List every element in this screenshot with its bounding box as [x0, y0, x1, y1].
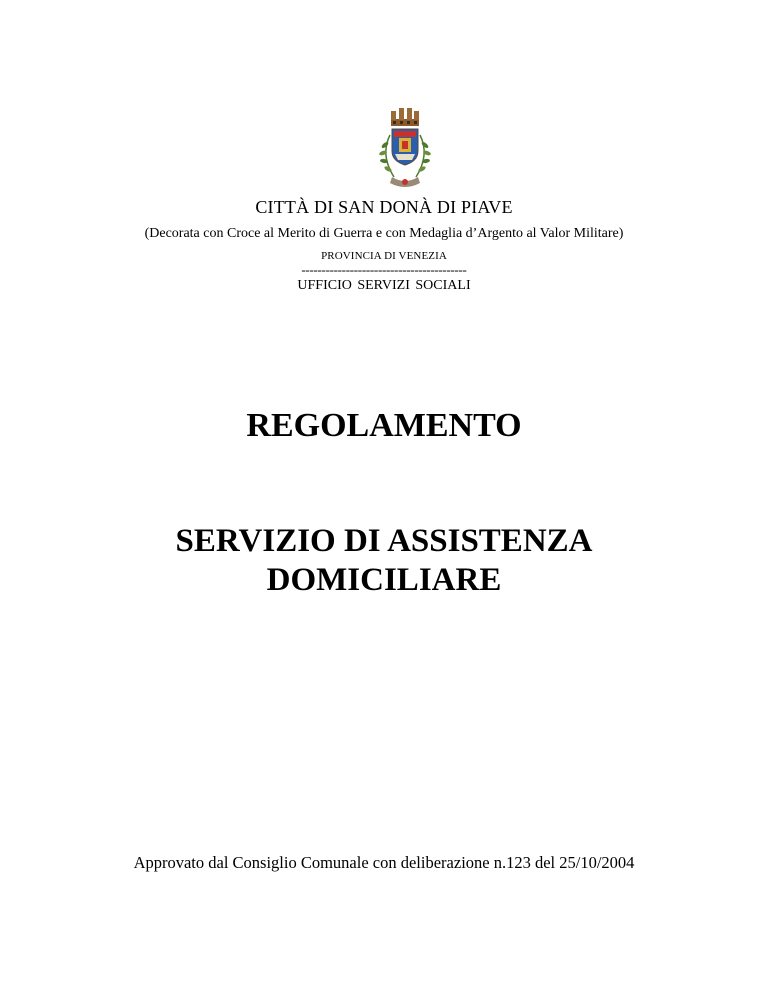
document-subtitle-line-2: DOMICILIARE — [266, 562, 502, 598]
document-title: REGOLAMENTO — [246, 407, 522, 444]
municipal-coat-of-arms-icon — [364, 105, 446, 195]
city-name: CITTÀ DI SAN DONÀ DI PIAVE — [255, 197, 513, 217]
header-separator: ----------------------------------------- — [301, 262, 467, 277]
office-name: UFFICIO SERVIZI SOCIALI — [297, 278, 471, 293]
province-name: PROVINCIA DI VENEZIA — [321, 250, 447, 262]
approval-note: Approvato dal Consiglio Comunale con deliberazione n.123 del 25/10/2004 — [133, 853, 635, 872]
city-decoration-note: (Decorata con Croce al Merito di Guerra e con Medaglia d’Argento al Valor Militare) — [144, 226, 624, 241]
document-subtitle-line-1: SERVIZIO DI ASSISTENZA — [175, 523, 593, 559]
